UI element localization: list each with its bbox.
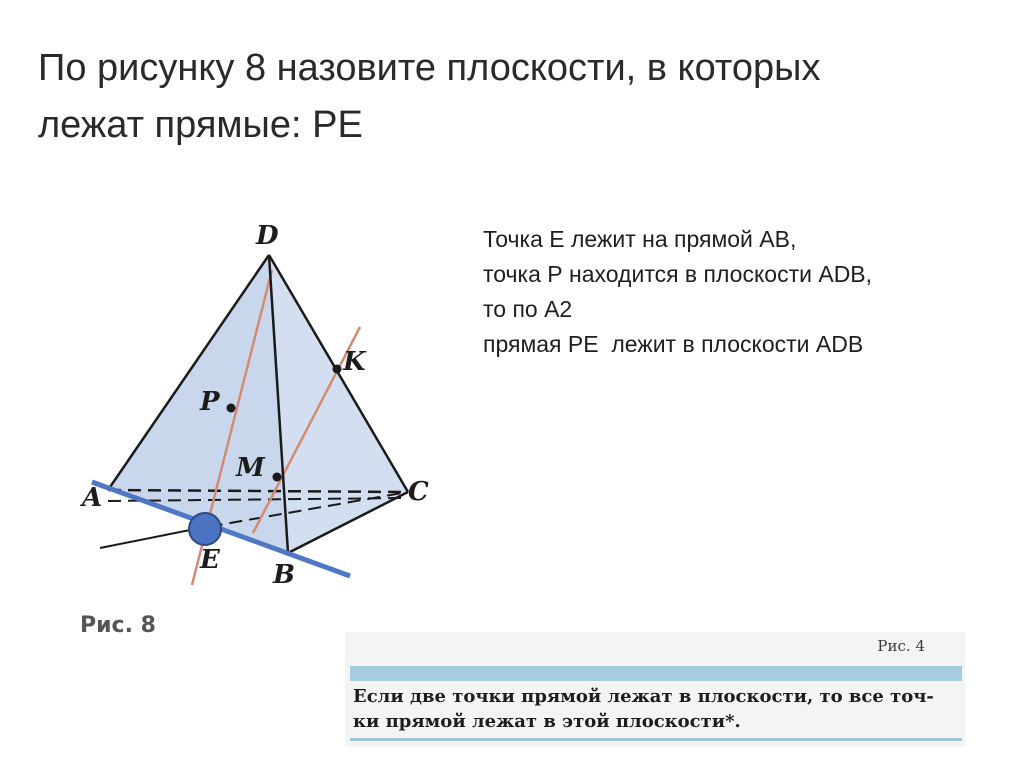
textbook-excerpt <box>345 632 965 747</box>
excerpt-figure-label: Рис. 4 <box>877 637 925 655</box>
explanation-line: то по А2 <box>483 296 573 322</box>
explanation-text <box>483 222 1013 362</box>
label-d: D <box>256 221 279 251</box>
title-line-2: лежат прямые: PE <box>38 104 363 146</box>
label-b: B <box>273 560 295 590</box>
label-e: E <box>200 545 220 575</box>
point-m <box>273 473 282 482</box>
point-k <box>333 365 342 374</box>
explanation-line: прямая РЕ лежит в плоскости ADB <box>483 331 864 357</box>
excerpt-text <box>353 684 963 734</box>
point-p <box>227 404 236 413</box>
excerpt-highlight-band <box>350 666 962 681</box>
pyramid-figure <box>60 215 460 645</box>
excerpt-line: Если две точки прямой лежат в плоскости, то все точ- <box>353 686 934 707</box>
explanation-line: Точка Е лежит на прямой АВ, <box>483 226 797 252</box>
slide-title <box>38 40 1008 154</box>
excerpt-line: ки прямой лежат в этой плоскости*. <box>353 711 741 732</box>
label-c: C <box>408 477 429 507</box>
explanation-line: точка Р находится в плоскости ADB, <box>483 261 873 287</box>
face-adb <box>108 255 288 553</box>
pyramid-diagram <box>60 215 460 645</box>
figure-caption: Рис. 8 <box>80 613 156 638</box>
label-k: K <box>343 347 366 377</box>
label-a: A <box>82 483 103 513</box>
line-a-extended <box>100 528 200 548</box>
face-dbc <box>269 255 408 553</box>
label-p: P <box>200 387 220 417</box>
title-line-1: По рисунку 8 назовите плоскости, в которых <box>38 47 821 89</box>
label-m: M <box>236 453 265 483</box>
excerpt-bottom-rule <box>350 738 962 741</box>
point-e-highlight <box>189 513 221 545</box>
